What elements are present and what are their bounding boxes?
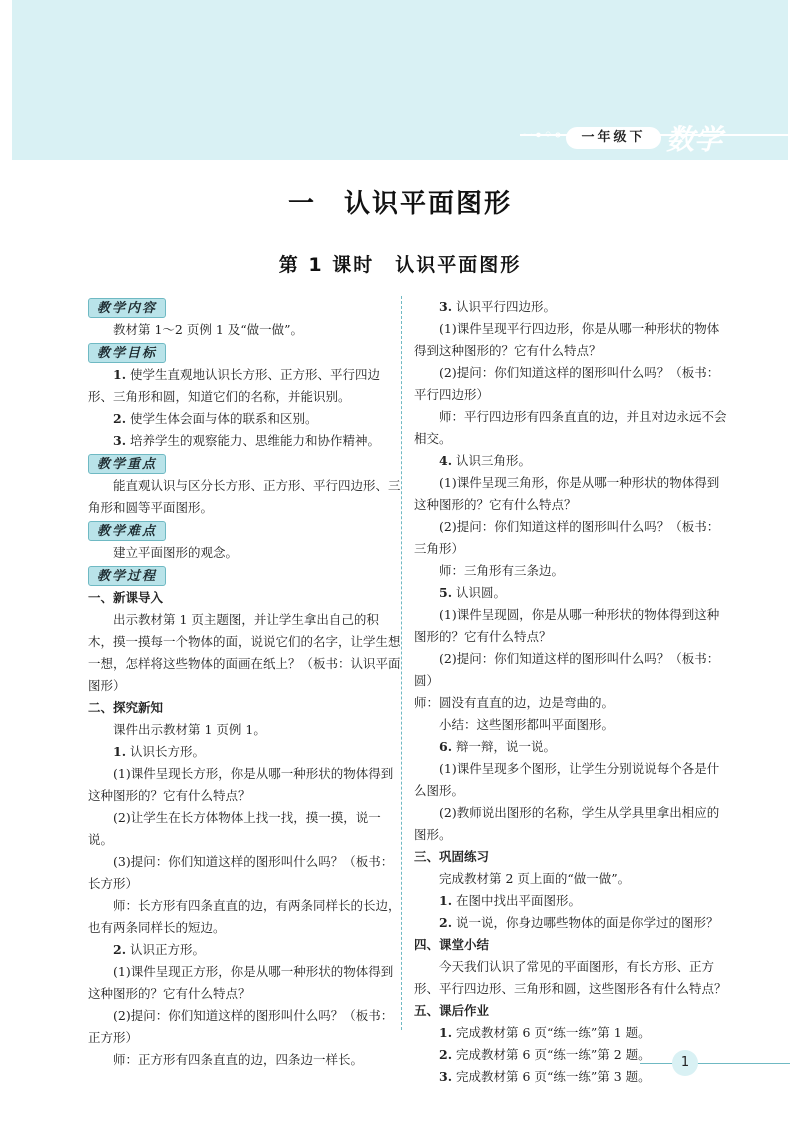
subsection-summary: 四、课堂小结	[414, 937, 490, 952]
paragraph: (2)提问：你们知道这样的图形叫什么吗？（板书：三角形）	[414, 519, 720, 556]
paragraph: (2)提问：你们知道这样的图形叫什么吗？（板书：圆）	[414, 651, 720, 688]
homework-item: 2. 完成教材第 6 页“练一练”第 2 题。	[439, 1047, 651, 1062]
header-decor-swirl: ~∙◦∘	[520, 125, 563, 144]
paragraph: 师：圆没有直直的边，边是弯曲的。	[414, 695, 615, 710]
homework-item: 1. 完成教材第 6 页“练一练”第 1 题。	[439, 1025, 651, 1040]
chapter-title: 一 认识平面图形	[287, 189, 512, 219]
paragraph: (1)课件呈现长方形，你是从哪一种形状的物体得到这种图形的？它有什么特点？	[88, 766, 394, 803]
step-title: 4. 认识三角形。	[439, 453, 532, 468]
subject-label: 数学	[666, 123, 723, 156]
paragraph: 完成教材第 2 页上面的“做一做”。	[439, 871, 631, 886]
practice-item: 2. 说一说，你身边哪些物体的面是你学过的图形？	[439, 915, 719, 930]
paragraph: 师：三角形有三条边。	[439, 563, 565, 578]
paragraph: (2)让学生在长方体物体上找一找，摸一摸，说一说。	[88, 810, 381, 847]
step-title: 3. 认识平行四边形。	[439, 299, 557, 314]
goal-item: 3. 培养学生的观察能力、思维能力和协作精神。	[113, 433, 381, 448]
subsection-homework: 五、课后作业	[414, 1003, 490, 1018]
section-difficulties: 教学难点	[88, 521, 166, 541]
step-title: 6. 辩一辩，说一说。	[439, 739, 557, 754]
step-title: 2. 认识正方形。	[113, 942, 206, 957]
paragraph: (2)提问：你们知道这样的图形叫什么吗？（板书：正方形）	[88, 1008, 394, 1045]
section-teaching-goals: 教学目标	[88, 343, 166, 363]
paragraph: 小结：这些图形都叫平面图形。	[439, 717, 615, 732]
practice-item: 1. 在图中找出平面图形。	[439, 893, 582, 908]
subsection-intro: 一、新课导入	[88, 590, 164, 605]
goal-item: 2. 使学生体会面与体的联系和区别。	[113, 411, 318, 426]
paragraph: (2)提问：你们知道这样的图形叫什么吗？（板书：平行四边形）	[414, 365, 720, 402]
lesson-title: 第 1 课时 认识平面图形	[278, 254, 522, 276]
paragraph: (1)课件呈现圆，你是从哪一种形状的物体得到这种图形的？它有什么特点？	[414, 607, 720, 644]
paragraph: (1)课件呈现正方形，你是从哪一种形状的物体得到这种图形的？它有什么特点？	[88, 964, 394, 1001]
grade-label: 一年级下	[566, 127, 661, 149]
right-column	[414, 296, 729, 1088]
paragraph: 今天我们认识了常见的平面图形，有长方形、正方形、平行四边形、三角形和圆，这些图形各有什么特点？	[414, 959, 727, 996]
paragraph: 出示教材第 1 页主题图，并让学生拿出自己的积木，摸一摸每一个物体的面，说说它们的名字，让学生想一想，怎样将这些物体的面画在纸上？（板书：认识平面图形）	[88, 612, 401, 693]
page-number-line	[640, 1063, 790, 1064]
paragraph: (1)课件呈现三角形，你是从哪一种形状的物体得到这种图形的？它有什么特点？	[414, 475, 720, 512]
paragraph: 师：平行四边形有四条直直的边，并且对边永远不会相交。	[414, 409, 727, 446]
homework-item: 3. 完成教材第 6 页“练一练”第 3 题。	[439, 1069, 651, 1084]
left-column	[88, 296, 403, 1071]
subsection-explore: 二、探究新知	[88, 700, 164, 715]
paragraph: (1)课件呈现平行四边形，你是从哪一种形状的物体得到这种图形的？它有什么特点？	[414, 321, 720, 358]
goal-item: 1. 使学生直观地认识长方形、正方形、平行四边形、三角形和圆，知道它们的名称，并能识别。	[88, 367, 381, 404]
subsection-practice: 三、巩固练习	[414, 849, 490, 864]
content-text: 教材第 1～2 页例 1 及“做一做”。	[113, 322, 304, 337]
paragraph: 课件出示教材第 1 页例 1。	[113, 722, 266, 737]
key-text: 能直观认识与区分长方形、正方形、平行四边形、三角形和圆等平面图形。	[88, 478, 401, 515]
paragraph: 师：正方形有四条直直的边，四条边一样长。	[113, 1052, 364, 1067]
step-title: 1. 认识长方形。	[113, 744, 206, 759]
paragraph: (2)教师说出图形的名称，学生从学具里拿出相应的图形。	[414, 805, 720, 842]
difficulty-text: 建立平面图形的观念。	[113, 545, 239, 560]
paragraph: 师：长方形有四条直直的边，有两条同样长的长边，也有两条同样长的短边。	[88, 898, 401, 935]
step-title: 5. 认识圆。	[439, 585, 507, 600]
section-key-points: 教学重点	[88, 454, 166, 474]
page-number: 1	[672, 1050, 698, 1076]
paragraph: (3)提问：你们知道这样的图形叫什么吗？（板书：长方形）	[88, 854, 394, 891]
paragraph: (1)课件呈现多个图形，让学生分别说说每个各是什么图形。	[414, 761, 720, 798]
section-teaching-process: 教学过程	[88, 566, 166, 586]
section-teaching-content: 教学内容	[88, 298, 166, 318]
